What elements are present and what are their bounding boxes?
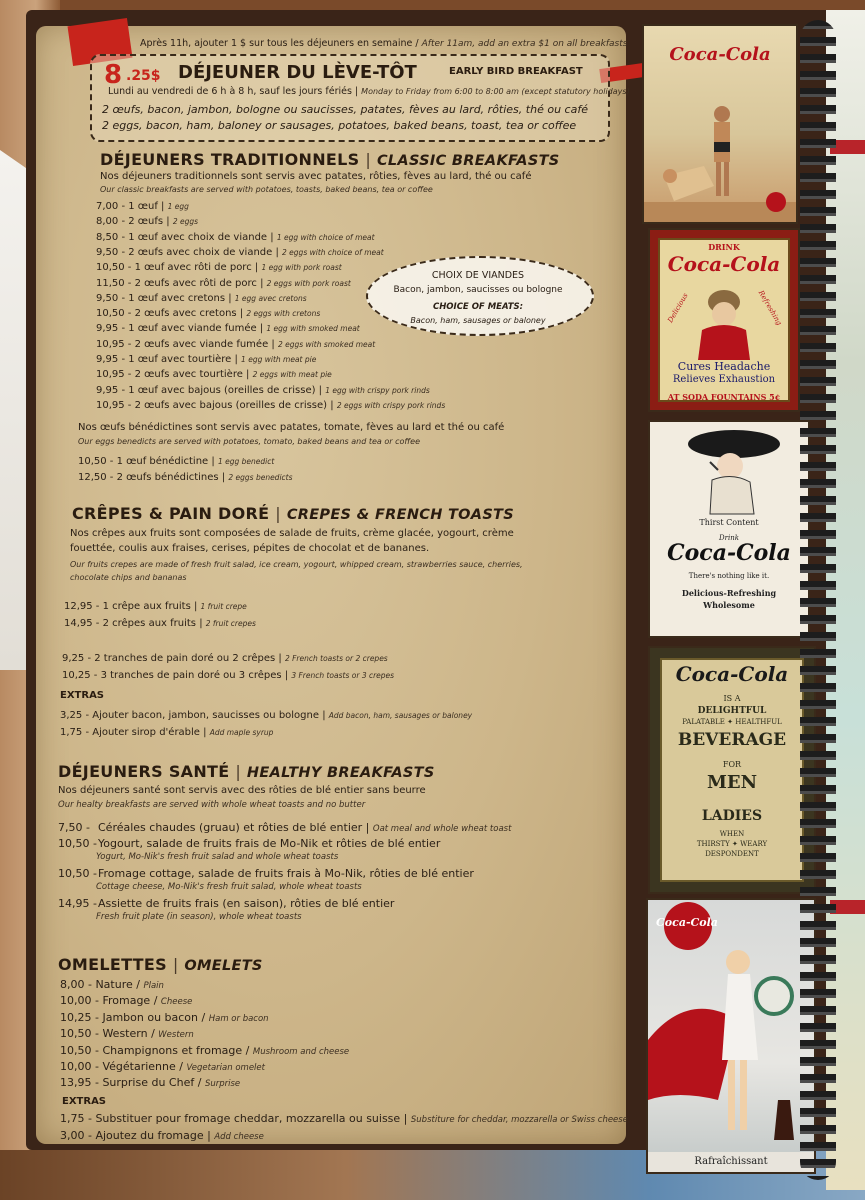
menu-item-english: Ham or bacon [208,1013,269,1024]
poster-brand: Coca-Cola [669,44,771,65]
menu-item-english: 3 French toasts or 3 crepes [291,670,395,680]
menu-item: 8,00 - Nature / Plain [60,978,164,991]
poster-line2: There's nothing like it. [688,572,770,580]
coca-cola-poster-thirst-content [648,420,810,638]
menu-item-english: Substiture for cheddar, mozzarella or Swiss cheese [410,1115,628,1125]
menu-item: 10,95 - 2 œufs avec tourtière | 2 eggs with meat pie [96,369,332,381]
menu-item-name: 8,50 - 1 œuf avec choix de viande [96,231,268,243]
crepes-heading: CRÊPES & PAIN DORÉ | CREPES & FRENCH TOASTS [72,504,514,523]
menu-item: 10,50 - 1 œuf avec rôti de porc | 1 egg with pork roast [96,262,342,274]
menu-item-name: 10,50 - Western [60,1027,148,1041]
menu-item: 10,95 - 2 œufs avec bajous (oreilles de crisse) | 2 eggs with crispy pork rinds [96,399,446,411]
menu-item-name: 10,50 - 1 œuf bénédictine [78,456,209,467]
poster-side-left: Delicious [666,291,690,325]
menu-item-name: 7,00 - 1 œuf [96,201,158,212]
menu-item-name: 9,25 - 2 tranches de pain doré ou 2 crêpes [62,653,276,664]
poster-delightful: DELIGHTFUL [697,706,767,716]
crepes-intro-en-2: chocolate chips and bananas [70,573,187,582]
benedict-intro-fr: Nos œufs bénédictines sont servis avec patates, tomate, fèves au lard et thé ou café [78,422,505,433]
menu-item-name: 14,95 - 2 crêpes aux fruits [64,617,197,629]
menu-item-name: 9,95 - 1 œuf avec viande fumée [96,323,257,335]
pinup-girl-illustration [648,900,814,1172]
traditional-intro-fr: Nos déjeuners traditionnels sont servis avec patates, rôties, fèves au lard, thé ou café [100,171,532,182]
menu-item-name: 8,00 - Nature [60,978,133,991]
menu-item-name: 9,95 - 1 œuf avec bajous (oreilles de crisse) [96,384,316,396]
menu-item: 7,00 - 1 œuf | 1 egg [96,201,189,212]
menu-item-name: 10,00 - Végétarienne [60,1060,176,1073]
menu-item: 1,75 - Ajouter sirop d'érable | Add maple syrup [60,726,274,738]
menu-item: 1,75 - Substituer pour fromage cheddar, mozzarella ou suisse | Substiture for cheddar, mozzarella or Swiss cheese [60,1112,628,1125]
menu-item-english: 2 eggs benedicts [228,472,293,482]
poster-line4: Wholesome [703,600,755,610]
menu-item: 7,50 - Céréales chaudes (gruau) et rôties de blé entier | Oat meal and whole wheat toast [58,821,512,834]
menu-item: 8,50 - 1 œuf avec choix de viande | 1 egg with choice of meat [96,231,375,243]
menu-item-english: Oat meal and whole wheat toast [372,824,512,834]
coca-cola-poster-cures-headache [648,228,800,412]
crepes-extras-label: EXTRAS [60,690,105,701]
menu-item: 9,95 - 1 œuf avec viande fumée | 1 egg with smoked meat [96,323,360,335]
menu-item [58,837,440,850]
menu-item-name: 10,95 - 2 œufs avec viande fumée [96,338,269,350]
menu-item-name: 10,50 - 1 œuf avec rôti de porc [96,262,252,274]
menu-item: 9,95 - 1 œuf avec tourtière | 1 egg with meat pie [96,354,317,365]
menu-item-price: 14,95 - [58,897,97,910]
menu-item-name: 10,00 - Fromage [60,994,151,1008]
omelets-heading: OMELETTES | OMELETS [58,955,263,974]
poster-isa: IS A [723,694,741,703]
menu-item-english: 1 egg [167,202,189,211]
menu-item: 9,95 - 1 œuf avec bajous (oreilles de crisse) | 1 egg with crispy pork rinds [96,384,430,396]
early-bird-title: DÉJEUNER DU LÈVE-TÔT [178,62,417,83]
menu-item-name: 13,95 - Surprise du Chef [60,1076,195,1090]
menu-item-english: 2 eggs with pork roast [266,278,351,288]
poster-line3: Delicious-Refreshing [681,588,777,598]
after-11-note: Après 11h, ajouter 1 $ sur tous les déjeuners en semaine / After 11am, add an extra $1 on all breakfasts [140,38,628,49]
coca-cola-poster-beverage [648,646,816,894]
menu-item-name: 9,50 - 1 œuf avec cretons [96,292,226,304]
menu-item: 10,50 - Western / Western [60,1027,194,1041]
menu-item-english: 2 eggs with choice of meat [282,247,384,257]
early-bird-title-en: EARLY BIRD BREAKFAST [449,66,583,77]
poster-beverage: BEVERAGE [677,730,787,750]
menu-item-name: 10,95 - 2 œufs avec bajous (oreilles de crisse) [96,399,328,411]
menu-item-name: Yogourt, salade de fruits frais de Mo-Nik et rôties de blé entier [98,837,441,850]
poster-thirsty: THIRSTY ✦ WEARY [696,840,768,848]
menu-item-english: 1 egg with smoked meat [266,324,360,334]
menu-item-name: 1,75 - Substituer pour fromage cheddar, mozzarella ou suisse [60,1112,401,1125]
menu-item: 10,00 - Végétarienne / Vegetarian omelet [60,1060,265,1073]
poster-palatable: PALATABLE ✦ HEALTHFUL [682,718,782,726]
poster-inner-frame [660,658,804,882]
spiral-binding [800,20,836,1180]
menu-item: 10,50 - Champignons et fromage / Mushroom and cheese [60,1043,350,1057]
early-bird-schedule: Lundi au vendredi de 6 h à 8 h, sauf les jours fériés | Monday to Friday from 6:00 to 8:00 am (except statutory holidays) [108,86,630,97]
traditional-heading: DÉJEUNERS TRADITIONNELS | CLASSIC BREAKFASTS [100,150,560,169]
menu-item: 10,50 - 2 œufs avec cretons | 2 eggs with cretons [96,308,321,320]
menu-item [58,897,394,910]
poster-brand: Coca-Cola [675,662,789,686]
menu-item-english: 2 eggs with smoked meat [277,339,376,349]
meat-choice-title-en: CHOICE OF MEATS: [432,302,524,312]
poster-men: MEN [706,772,758,793]
menu-item-english: Yogurt, Mo-Nik's fresh fruit salad and whole wheat toasts [96,852,339,862]
meat-choice-list-en: Bacon, ham, sausages or baloney [410,316,546,325]
coca-cola-poster-beach [642,24,798,224]
poster-brand: Coca-Cola [656,916,718,929]
menu-item-english: 2 eggs with cretons [246,309,321,319]
menu-item: 8,00 - 2 œufs | 2 eggs [96,216,199,228]
menu-item-english: Add bacon, ham, sausages or baloney [328,711,473,720]
menu-item: 13,95 - Surprise du Chef / Surprise [60,1076,241,1090]
menu-item-english: 2 fruit crepes [205,618,256,628]
menu-item-english: Add maple syrup [209,727,274,737]
menu-item-name: 12,95 - 1 crêpe aux fruits [64,601,191,612]
menu-item-name: 3,25 - Ajouter bacon, jambon, saucisses ou bologne [60,710,320,721]
menu-item-english: Surprise [204,1079,241,1090]
poster-line1: Thirst Content [699,518,759,527]
poster-line1: Cures Headache [677,360,771,373]
menu-item-english: 1 egg benedict [217,457,275,466]
menu-item-english: 2 French toasts or 2 crepes [284,654,388,663]
menu-item-english: Add cheese [214,1131,264,1142]
omelets-extras-label: EXTRAS [62,1096,107,1107]
menu-item: 10,25 - Jambon ou bacon / Ham or bacon [60,1010,269,1024]
poster-drink: Drink [719,534,739,542]
poster-ladies: LADIES [701,808,763,824]
benedict-intro-en: Our eggs benedicts are served with potatoes, tomato, baked beans and tea or coffee [78,437,420,446]
menu-item-english: Plain [143,981,164,991]
poster-line3: AT SODA FOUNTAINS 5¢ [667,392,781,402]
menu-item-english: 2 eggs with crispy pork rinds [336,400,446,410]
menu-item-english: Cottage cheese, Mo-Nik's fresh fruit salad, whole wheat toasts [96,882,362,892]
beach-couple-illustration [644,26,796,222]
crepes-intro-fr-1: Nos crêpes aux fruits sont composées de salade de fruits, crème glacée, yogourt, crème [70,528,514,539]
menu-item: 9,50 - 2 œufs avec choix de viande | 2 eggs with choice of meat [96,246,384,258]
menu-item-name: 11,50 - 2 œufs avec rôti de porc [96,277,257,289]
poster-drink: DRINK [708,242,740,252]
menu-item-english: 1 fruit crepe [200,602,247,611]
menu-item-name: 8,00 - 2 œufs [96,216,164,228]
meat-choice-list: Bacon, jambon, saucisses ou bologne [393,285,563,295]
poster-when: WHEN [719,830,745,838]
menu-item: 3,25 - Ajouter bacon, jambon, saucisses ou bologne | Add bacon, ham, sausages or baloney [60,710,473,721]
poster-line2: Relieves Exhaustion [672,374,776,385]
crepes-intro-fr-2: fouettée, coulis aux fraises, cerises, pépites de chocolat et de bananes. [70,543,430,554]
menu-item-english: 1 egg with choice of meat [276,232,375,242]
menu-item-name: 1,75 - Ajouter sirop d'érable [60,726,200,738]
menu-item-name: 10,50 - Champignons et fromage [60,1043,243,1057]
crepes-intro-en-1: Our fruits crepes are made of fresh fruit salad, ice cream, yogourt, whipped cream, strawberries sauce, cherries, [70,560,523,569]
menu-item [58,867,474,880]
menu-item-name: 10,25 - 3 tranches de pain doré ou 3 crêpes [62,669,282,681]
menu-item-name: 9,95 - 1 œuf avec tourtière [96,354,232,365]
menu-item-price: 10,50 - [58,867,97,880]
menu-item: 10,50 - 1 œuf bénédictine | 1 egg benedict [78,456,275,467]
menu-item-english: 2 eggs with meat pie [252,370,332,380]
menu-item-name: Céréales chaudes (gruau) et rôties de blé entier [98,821,363,834]
menu-item-name: 10,50 - 2 œufs avec cretons [96,308,237,320]
traditional-intro-en: Our classic breakfasts are served with potatoes, toasts, baked beans, tea or coffee [100,185,433,194]
coca-cola-poster-rafraichissant [646,898,816,1174]
menu-item-english: 2 eggs [172,217,199,227]
healthy-intro-fr: Nos déjeuners santé sont servis avec des rôties de blé entier sans beurre [58,785,426,796]
menu-item: 12,50 - 2 œufs bénédictines | 2 eggs benedicts [78,471,293,483]
menu-item: 10,25 - 3 tranches de pain doré ou 3 crêpes | 3 French toasts or 3 crepes [62,669,395,681]
poster-for: FOR [722,760,742,769]
poster-despondent: DESPONDENT [705,850,759,858]
menu-item-name: 10,25 - Jambon ou bacon [60,1010,199,1024]
menu-item: 10,95 - 2 œufs avec viande fumée | 2 eggs with smoked meat [96,338,376,350]
menu-item: 10,00 - Fromage / Cheese [60,994,193,1008]
menu-item-english: 1 egg avec cretons [234,293,307,303]
menu-item: 9,50 - 1 œuf avec cretons | 1 egg avec cretons [96,292,307,304]
menu-item-english: 1 egg with meat pie [241,355,317,364]
menu-item-english: Western [158,1030,194,1041]
menu-item: 11,50 - 2 œufs avec rôti de porc | 2 eggs with pork roast [96,277,351,289]
menu-item-price: 7,50 - [58,821,90,834]
menu-item-english: Mushroom and cheese [252,1046,350,1057]
menu-item-english: 1 egg with pork roast [261,263,342,273]
menu-item: 3,00 - Ajoutez du fromage | Add cheese [60,1128,264,1142]
poster-brand: Coca-Cola [667,252,781,276]
early-bird-price-dollars: 8 [104,60,123,90]
healthy-intro-en: Our healty breakfasts are served with whole wheat toasts and no butter [58,800,366,810]
meat-choice-title: CHOIX DE VIANDES [431,270,525,281]
menu-item-english: Cheese [160,997,193,1008]
poster-side-right: Refreshing [756,289,784,327]
early-bird-desc-fr: 2 œufs, bacon, jambon, bologne ou saucisses, patates, fèves au lard, rôties, thé ou café [102,103,588,116]
menu-item-name: Assiette de fruits frais (en saison), rôties de blé entier [98,897,395,910]
menu-item-name: 3,00 - Ajoutez du fromage [60,1128,204,1142]
menu-item-price: 10,50 - [58,837,97,850]
menu-item: 14,95 - 2 crêpes aux fruits | 2 fruit crepes [64,617,256,629]
menu-item-english: 1 egg with crispy pork rinds [325,385,430,395]
menu-item-name: 10,95 - 2 œufs avec tourtière [96,369,243,381]
early-bird-price-cents: .25$ [126,68,161,84]
menu-item-english: Vegetarian omelet [186,1063,265,1073]
menu-item: 12,95 - 1 crêpe aux fruits | 1 fruit crepe [64,601,247,612]
menu-item-name: Fromage cottage, salade de fruits frais à Mo-Nik, rôties de blé entier [98,867,474,880]
early-bird-desc-en: 2 eggs, bacon, ham, baloney or sausages, potatoes, baked beans, toast, tea or coffee [102,119,577,132]
menu-item: 9,25 - 2 tranches de pain doré ou 2 crêpes | 2 French toasts or 2 crepes [62,653,388,664]
poster-caption: Rafraîchissant [694,1156,768,1167]
menu-item-english: Fresh fruit plate (in season), whole wheat toasts [96,912,302,922]
poster-brand: Coca-Cola [667,540,791,566]
healthy-heading: DÉJEUNERS SANTÉ | HEALTHY BREAKFASTS [58,762,435,781]
menu-item-name: 9,50 - 2 œufs avec choix de viande [96,246,273,258]
menu-item-name: 12,50 - 2 œufs bénédictines [78,471,219,483]
